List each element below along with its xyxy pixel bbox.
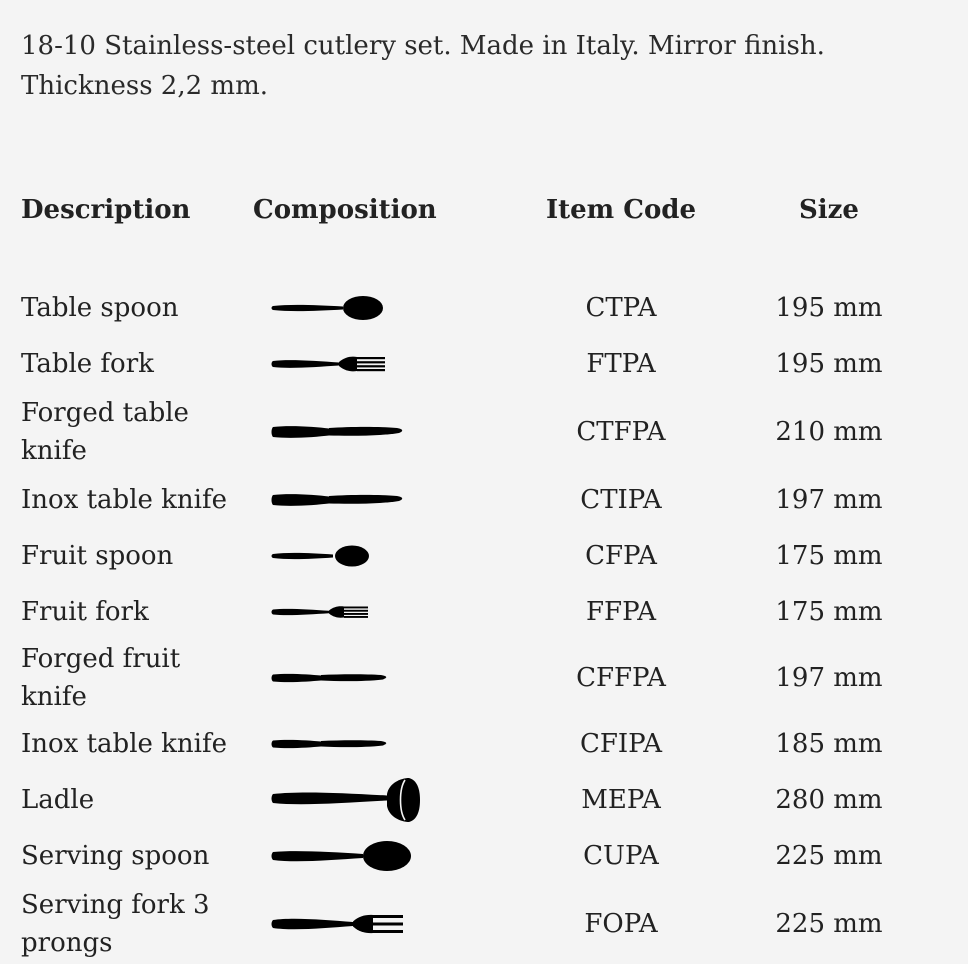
description-cell: Forged table knife [21,398,189,466]
item-code-cell: CTFPA [576,417,666,447]
fruit-knife-icon [253,716,521,772]
description-cell: Ladle [21,785,95,815]
table-header-row [21,188,937,232]
table-row [21,336,937,392]
table-row [21,472,937,528]
header-item-code: Item Code [545,195,697,225]
description-cell: Fruit fork [21,597,149,627]
description-cell: Fruit spoon [21,541,174,571]
header-composition: Composition [253,195,437,225]
table-row [21,884,937,964]
size-cell: 197 mm [775,663,883,693]
ladle-icon [253,772,521,828]
description-cell: Table spoon [21,293,179,323]
fruit-fork-icon [253,584,521,640]
size-cell: 195 mm [775,349,883,379]
table-row [21,640,937,716]
item-code-cell: CFIPA [579,729,663,759]
item-code-cell: CFPA [585,541,657,571]
size-cell: 195 mm [775,293,883,323]
table-knife-icon [253,392,521,472]
item-code-cell: FTPA [586,349,656,379]
table-row [21,584,937,640]
size-cell: 175 mm [775,541,883,571]
size-cell: 197 mm [775,485,883,515]
size-cell: 185 mm [775,729,883,759]
fruit-spoon-icon [253,528,521,584]
table-row [21,772,937,828]
item-code-cell: CTPA [585,293,657,323]
serving-spoon-icon [253,828,521,884]
table-row [21,392,937,472]
fruit-knife-icon [253,640,521,716]
item-code-cell: CUPA [583,841,659,871]
description-cell: Inox table knife [21,485,227,515]
table-spoon-icon [253,280,521,336]
table-row [21,528,937,584]
item-code-cell: CTIPA [580,485,662,515]
description-cell: Serving spoon [21,841,210,871]
item-code-cell: CFFPA [576,663,666,693]
item-code-cell: FOPA [584,909,658,939]
table-knife-icon [253,472,521,528]
size-cell: 280 mm [775,785,883,815]
description-cell: Serving fork 3 prongs [21,890,210,958]
size-cell: 225 mm [775,909,883,939]
table-row [21,280,937,336]
table-row [21,828,937,884]
size-cell: 175 mm [775,597,883,627]
size-cell: 225 mm [775,841,883,871]
description-cell: Inox table knife [21,729,227,759]
header-size: Size [799,195,859,225]
description-cell: Forged fruit knife [21,644,181,712]
item-code-cell: MEPA [581,785,661,815]
table-fork-icon [253,336,521,392]
serving-fork-icon [253,884,521,964]
size-cell: 210 mm [775,417,883,447]
header-description: Description [21,195,191,225]
table-row [21,716,937,772]
intro-text: 18-10 Stainless-steel cutlery set. Made in Italy. Mirror finish. Thickness 2,2 mm. [21,31,825,101]
item-code-cell: FFPA [586,597,656,627]
description-cell: Table fork [21,349,154,379]
product-spec-table [21,188,937,964]
